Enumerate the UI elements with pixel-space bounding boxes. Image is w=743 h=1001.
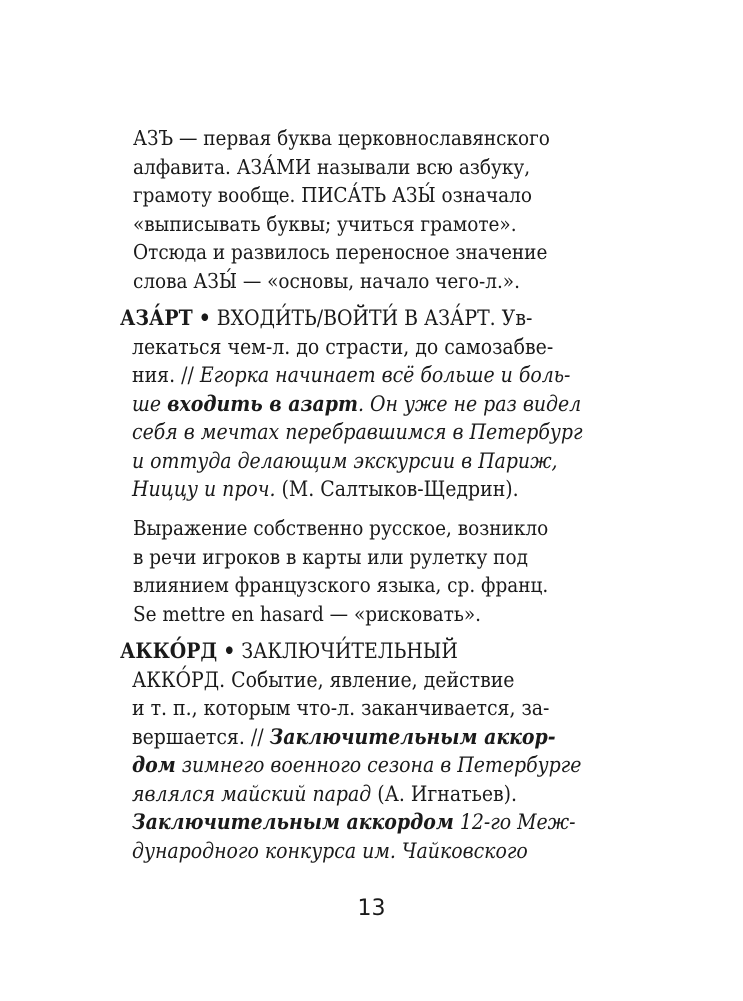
text-line xyxy=(120,475,598,504)
example-highlight: Заключительным аккордом xyxy=(132,809,454,834)
example-line: дународного конкурса им. Чайковского xyxy=(132,838,528,863)
note-azart xyxy=(133,514,603,628)
text-line: в речи игроков в карты или рулетку под xyxy=(133,544,528,569)
example-line: и оттуда делающим экскурсии в Париж, xyxy=(132,448,558,473)
example-source: (А. Игнатьев). xyxy=(371,781,518,806)
idiom-text: ЗАКЛЮЧИ́ТЕЛЬНЫЙ xyxy=(235,639,458,663)
example-text: являлся майский парад xyxy=(132,781,372,806)
entry-first-line xyxy=(120,304,598,333)
entry-first-line xyxy=(120,637,598,666)
text-line xyxy=(120,780,598,809)
text-line: грамоту вообще. ПИСА́ТЬ АЗЫ́ означало xyxy=(133,183,532,207)
example-text: ше xyxy=(132,391,168,416)
entry-azart xyxy=(120,304,598,504)
definition-end: вершается. // xyxy=(132,724,270,749)
entry-headword: АККО́РД xyxy=(120,638,218,663)
text-line: АЗЪ — первая буква церковнославянского xyxy=(133,126,550,150)
bullet-separator: • xyxy=(198,305,211,330)
bullet-separator: • xyxy=(223,638,236,663)
text-line: и т. п., которым что-л. заканчивается, за- xyxy=(132,696,550,720)
example-text: . Он уже не раз видел xyxy=(358,391,582,416)
text-line xyxy=(120,808,598,837)
example-text: Ниццу и проч. xyxy=(132,477,276,501)
text-line: Se mettre en hasard — «рисковать». xyxy=(133,601,482,626)
text-line: слова АЗЫ́ — «основы, начало чего-л.». xyxy=(133,268,520,293)
text-line xyxy=(120,390,598,419)
note-azy xyxy=(133,124,603,295)
entry-akkord xyxy=(120,637,598,865)
text-line: Отсюда и развилось переносное значение xyxy=(133,240,548,264)
text-line: Выражение собственно русское, возникло xyxy=(133,516,549,540)
text-line xyxy=(120,751,598,780)
text-line: «выписывать буквы; учиться грамоте». xyxy=(133,211,517,236)
example-line: себя в мечтах перебравшимся в Петербург xyxy=(132,420,583,444)
example-source: (М. Салтыков-Щедрин). xyxy=(275,477,519,501)
idiom-text: ВХОДИ́ТЬ/ВОЙТИ́ В АЗА́РТ. Ув- xyxy=(210,306,533,330)
example-highlight: входить в азарт xyxy=(167,390,358,416)
text-line xyxy=(120,361,598,390)
entry-headword: АЗА́РТ xyxy=(120,305,193,330)
example-text: зимнего военного сезона в Петербурге xyxy=(175,753,582,777)
text-line: лекаться чем-л. до страсти, до самозабве- xyxy=(132,334,554,359)
example-highlight: Заключительным аккор- xyxy=(269,723,556,749)
example-text: 12-го Меж- xyxy=(453,810,576,834)
definition-end: ния. // xyxy=(132,363,200,387)
example-highlight: дом xyxy=(132,752,176,777)
text-line: алфавита. АЗА́МИ называли всю азбуку, xyxy=(133,154,531,179)
text-line: АККО́РД. Событие, явление, действие xyxy=(132,667,515,692)
example-text: Егорка начинает всё больше и боль- xyxy=(199,363,571,387)
text-line: влиянием французского языка, ср. франц. xyxy=(133,573,549,597)
text-line xyxy=(120,723,598,752)
page-number: 13 xyxy=(357,896,386,921)
